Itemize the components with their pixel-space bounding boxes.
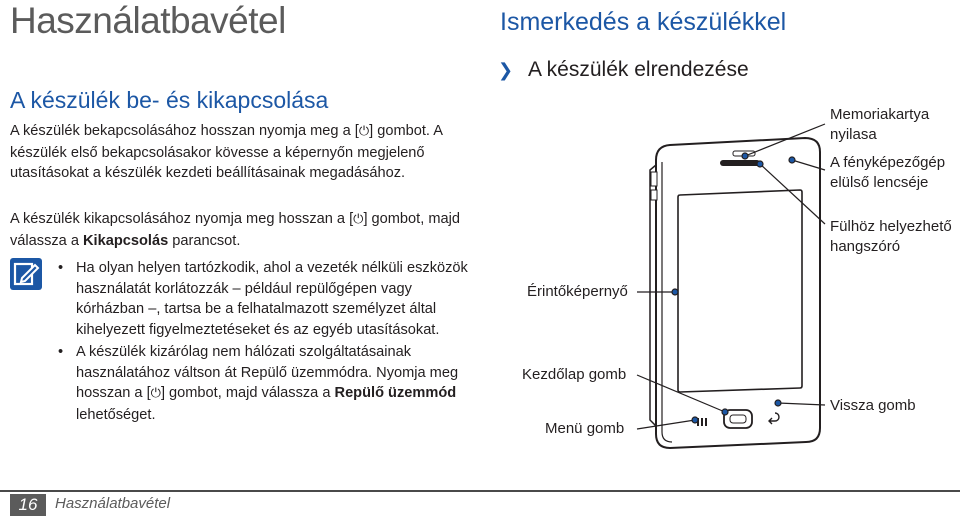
power-icon: ⏻	[358, 124, 370, 139]
note-list	[58, 258, 478, 427]
text-segment: parancsot.	[168, 232, 241, 249]
label-touchscreen: Érintőképernyő	[527, 283, 628, 300]
section-title: A készülék be- és kikapcsolása	[10, 87, 329, 113]
note-bullet	[58, 342, 478, 425]
footer-section: Használatbavétel	[55, 495, 171, 512]
chevron-right-icon: ❯	[498, 60, 514, 80]
label-earpiece	[830, 217, 952, 257]
note-text: Ha olyan helyen tartózkodik, ahol a vezeték nélküli eszközök használatát korlátozzák – például repülőgépen vagy kórházban –, tartsa be a felhatalmazott személyzet által kihelyezett figyelmeztetéseket és az egyéb utasításokat.	[76, 260, 468, 338]
label-line: hangszóró	[830, 238, 901, 255]
note-bullet	[58, 258, 478, 340]
page-number: 16	[10, 494, 46, 516]
label-line: A fényképezőgép	[830, 154, 946, 171]
text-segment: ] gombot, majd válassza a	[10, 211, 460, 249]
text-segment: A készülék kizárólag nem hálózati szolgáltatásainak használatához váltson át Repülő üzemmódra. Nyomja meg hosszan a [	[76, 344, 459, 401]
note-icon	[10, 258, 42, 290]
page-title: Használatbavétel	[10, 0, 286, 41]
footer-divider	[0, 490, 960, 492]
power-icon: ⏻	[150, 386, 161, 401]
bold-term: Repülő üzemmód	[334, 385, 457, 401]
text-segment: A készülék bekapcsolásához hosszan nyomja meg a [	[10, 123, 359, 139]
power-off-paragraph	[10, 209, 480, 251]
power-icon: ⏻	[353, 212, 364, 227]
label-line: nyilasa	[830, 126, 877, 143]
label-memory-card	[830, 105, 929, 145]
layout-subtitle: A készülék elrendezése	[528, 58, 749, 81]
power-on-paragraph	[10, 121, 480, 184]
label-line: elülső lencséje	[830, 174, 929, 191]
label-front-camera	[830, 153, 945, 193]
text-segment: lehetőséget.	[76, 406, 156, 423]
text-segment: ] gombot, majd válassza a	[160, 385, 335, 401]
label-menu-button: Menü gomb	[545, 420, 625, 437]
bold-term: Kikapcsolás	[83, 232, 169, 249]
label-home-button: Kezdőlap gomb	[522, 366, 627, 383]
label-line: Fülhöz helyezhető	[830, 218, 952, 235]
leader-lines	[600, 110, 840, 430]
label-back-button: Vissza gomb	[830, 397, 916, 414]
chapter-title: Ismerkedés a készülékkel	[500, 8, 787, 36]
text-segment: A készülék kikapcsolásához nyomja meg hosszan a [	[10, 211, 354, 227]
label-line: Memoriakartya	[830, 106, 930, 123]
text-segment: ] gombot. A készülék első bekapcsolásakor kövesse a képernyőn megjelenő utasításokat a készülék kezdeti beállításainak megadásához.	[10, 123, 443, 181]
